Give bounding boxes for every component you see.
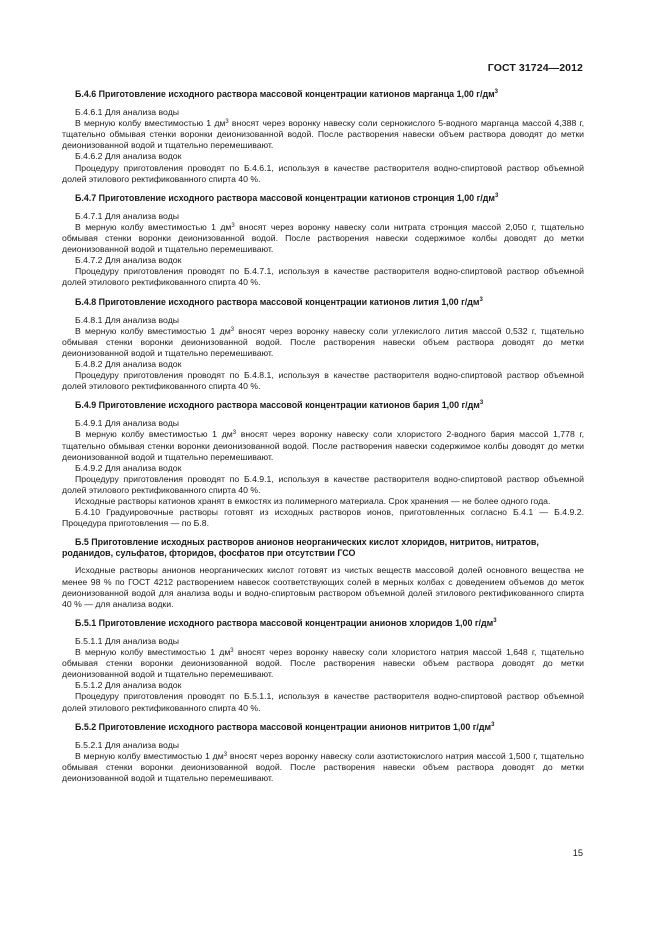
paragraph: Б.4.10 Градуировочные растворы готовят из исходных растворов ионов, приготовленных согласно Б.4.1 — Б.4.9.2. Процедура приготовления — по Б.8. xyxy=(62,507,584,529)
paragraph: Процедуру приготовления проводят по Б.4.9.1, используя в качестве растворителя водно-спиртовой раствор объемной долей этилового ректификованного спирта 40 %. xyxy=(62,473,584,495)
subsection-title: Б.4.6.1 Для анализа воды xyxy=(75,107,180,118)
subsection-title: Б.5.1.1 Для анализа воды xyxy=(75,635,180,646)
document-id: ГОСТ 31724—2012 xyxy=(487,62,583,74)
paragraph: Исходные растворы катионов хранят в емкостях из полимерного материала. Срок хранения — не более одного года. xyxy=(75,496,551,506)
paragraph: В мерную колбу вместимостью 1 $дм^3$ вносят через воронку навеску соли углекислого лития массой 0,532 г, тщательно обмывая стенки воронки деионизованной водой. После растворения навески объем раствора доводят до метки деионизованной водой и тщательно перемешивают. xyxy=(62,325,584,358)
paragraph: Процедуру приготовления проводят по Б.4.7.1, используя в качестве растворителя водно-спиртовой раствор объемной долей этилового ректификованного спирта 40 %. xyxy=(62,266,584,288)
subsection-title: Б.4.8.1 Для анализа воды xyxy=(75,314,180,325)
subsection-title: Б.4.9.2 Для анализа водок xyxy=(75,462,182,473)
subsection-title: Б.4.6.2 Для анализа водок xyxy=(75,151,182,162)
page-number: 15 xyxy=(572,848,583,858)
paragraph: В мерную колбу вместимостью 1 $дм^3$ вносят через воронку навеску соли азотистокислого натрия массой 1,500 г, тщательно обмывая стенки воронки деионизованной водой. После растворения навески объем раствора доводят до метки деионизованной водой и тщательно перемешивают. xyxy=(62,750,584,783)
paragraph: Процедуру приготовления проводят по Б.4.8.1, используя в качестве растворителя водно-спиртовой раствор объемной долей этилового ректификованного спирта 40 %. xyxy=(62,370,584,392)
paragraph: В мерную колбу вместимостью 1 $дм^3$ вносят через воронку навеску соли хлористого 2-водного бария массой 1,778 г, тщательно обмывая стенки воронки деионизованной водой. После растворения навески содержимое колбы доводят до метки деионизованной водой и тщательно перемешивают. xyxy=(62,429,584,462)
subsection-title: Б.5.1.2 Для анализа водок xyxy=(75,680,182,691)
paragraph: В мерную колбу вместимостью 1 $дм^3$ вносят через воронку навеску соли сернокислого 5-водного марганца массой 4,388 г, тщательно обмывая стенки воронки деионизованной водой. После растворения навески объем раствора доводят до метки деионизованной водой и тщательно перемешивают. xyxy=(62,118,584,151)
paragraph: Процедуру приготовления проводят по Б.4.6.1, используя в качестве растворителя водно-спиртовой раствор объемной долей этилового ректификованного спирта 40 %. xyxy=(62,162,584,184)
subsection-title: Б.4.7.1 Для анализа воды xyxy=(75,210,180,221)
section-heading: Б.5.1 Приготовление исходного раствора массовой концентрации анионов хлоридов 1,00 $г/дм^3$ xyxy=(75,617,497,628)
subsection-title: Б.4.8.2 Для анализа водок xyxy=(75,358,182,369)
subsection-title: Б.4.7.2 Для анализа водок xyxy=(75,255,182,266)
subsection-title: Б.4.9.1 Для анализа воды xyxy=(75,418,180,429)
subsection-title: Б.5.2.1 Для анализа воды xyxy=(75,739,180,750)
section-heading: Б.4.9 Приготовление исходного раствора массовой концентрации катионов бария 1,00 $г/дм^3$ xyxy=(75,400,484,411)
paragraph: Исходные растворы анионов неорганических кислот готовят из чистых веществ массовой долей основного вещества не менее 98 % по ГОСТ 4212 растворением навесок соответствующих солей в мерных колбах с доведением объемов до меток деионизованной водой для анализа воды и водно-спиртовым раствором объемной долей этилового ректификованного спирта 40 % — для анализа водки. xyxy=(62,565,584,609)
section-heading: Б.4.6 Приготовление исходного раствора массовой концентрации катионов марганца 1,00 $г/дм^3$ xyxy=(75,89,499,99)
paragraph: Процедуру приготовления проводят по Б.5.1.1, используя в качестве растворителя водно-спиртовой раствор объемной долей этилового ректификованного спирта 40 %. xyxy=(62,691,584,713)
section-heading: Б.4.7 Приготовление исходного раствора массовой концентрации катионов стронция 1,00 $г/дм^3$ xyxy=(75,192,499,203)
section-heading: Б.5.2 Приготовление исходного раствора массовой концентрации анионов нитритов 1,00 $г/дм^3$ xyxy=(75,721,495,732)
page-content xyxy=(62,89,584,784)
section-heading: Б.4.8 Приготовление исходного раствора массовой концентрации катионов лития 1,00 $г/дм^3$ xyxy=(75,296,483,307)
section-heading: Б.5 Приготовление исходных растворов анионов неорганических кислот хлоридов, нитритов, нитратов, роданидов, сульфатов, фторидов, фосфатов при отсутствии ГСО xyxy=(62,537,539,559)
paragraph: В мерную колбу вместимостью 1 $дм^3$ вносят через воронку навеску соли хлористого натрия массой 1,648 г, тщательно обмывая стенки воронки деионизованной водой. После растворения навески объем раствора доводят до метки деионизованной водой и тщательно перемешивают. xyxy=(62,647,585,680)
paragraph: В мерную колбу вместимостью 1 $дм^3$ вносят через воронку навеску соли нитрата стронция массой 2,050 г, тщательно обмывая стенки воронки деионизованной водой. После растворения навески содержимое колбы доводят до метки деионизованной водой и тщательно перемешивают. xyxy=(62,221,584,255)
